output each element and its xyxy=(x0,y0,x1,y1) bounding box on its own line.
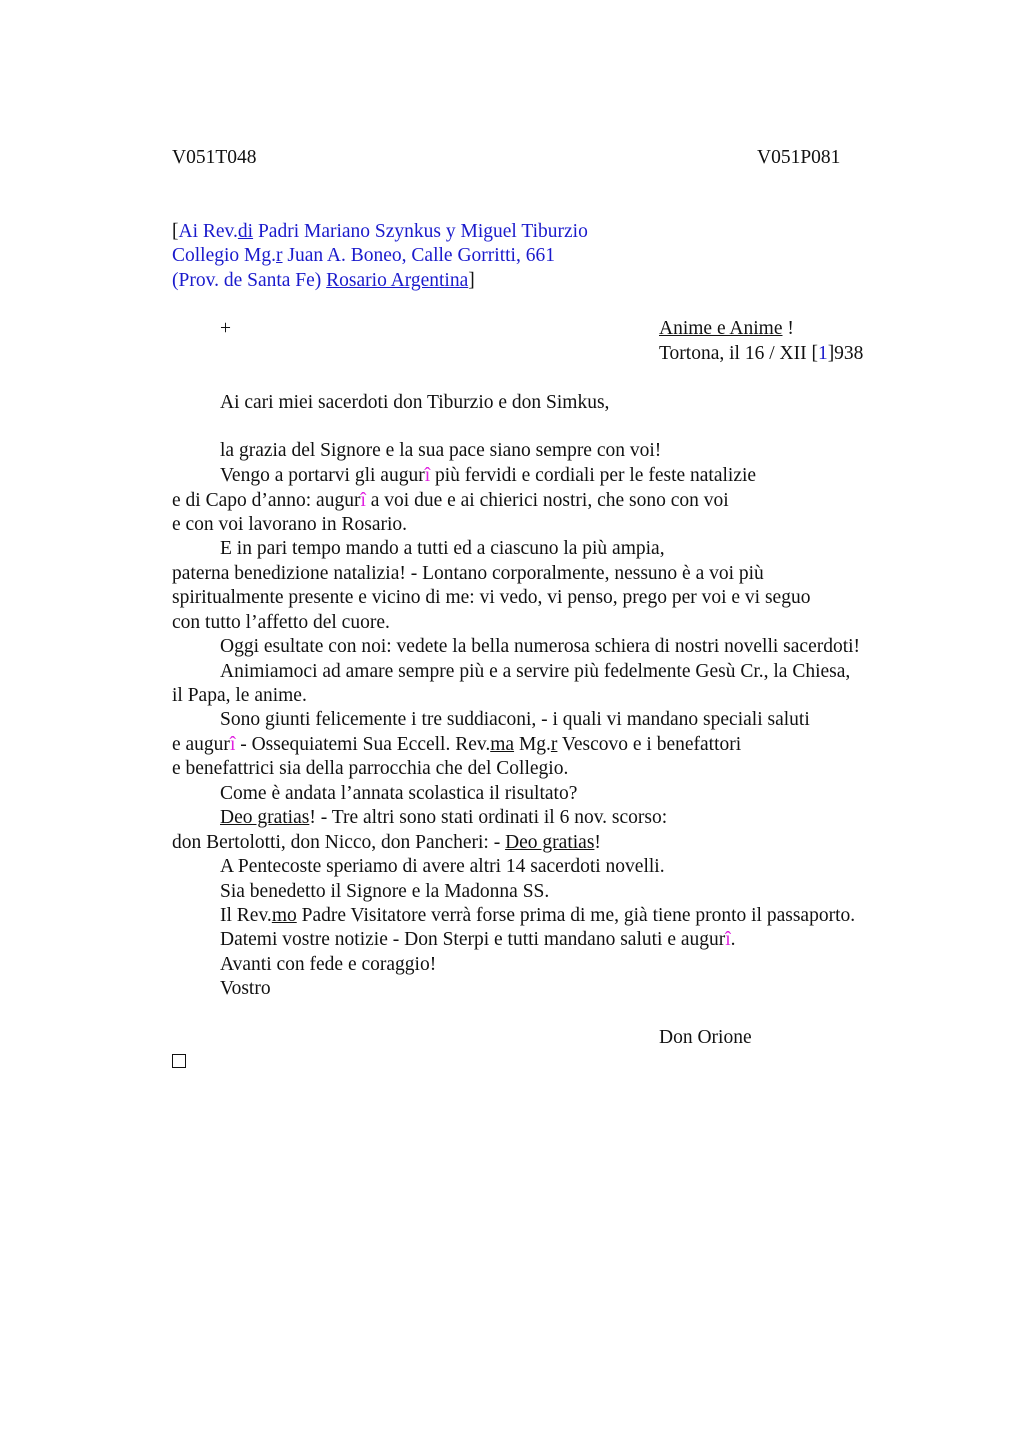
address-text: Ai Rev. xyxy=(178,221,238,242)
body-line xyxy=(220,904,855,928)
body-line: spiritualmente presente e vicino di me: vi vedo, vi penso, prego per voi e vi seguo xyxy=(172,587,811,608)
body-superscript: mo xyxy=(271,905,297,926)
address-text: Juan A. Boneo, Calle Gorritti, 661 xyxy=(282,245,555,266)
body-line: A Pentecoste speriamo di avere altri 14 sacerdoti novelli. xyxy=(220,856,665,877)
body-line xyxy=(172,489,729,513)
motto-text: Anime e Anime xyxy=(659,318,783,339)
body-text: Padre Visitatore verrà forse prima di me, già tiene pronto il passaporto. xyxy=(296,905,856,926)
address-text: (Prov. de Santa Fe) xyxy=(172,270,327,291)
body-line xyxy=(172,831,601,855)
body-line xyxy=(172,733,741,757)
body-line xyxy=(220,928,736,952)
body-text: . xyxy=(730,929,736,950)
address-city-underlined: Rosario Argentina xyxy=(326,270,469,291)
body-text: Datemi vostre notizie - Don Sterpi e tutti mandano saluti e augur xyxy=(220,929,726,950)
body-text: Mg. xyxy=(514,734,551,755)
address-text: Padri Mariano Szynkus y Miguel Tiburzio xyxy=(253,221,588,242)
body-line: Come è andata l’annata scolastica il risultato? xyxy=(220,783,578,804)
body-text: e di Capo d’anno: augur xyxy=(172,490,361,511)
body-text: - Ossequiatemi Sua Eccell. Rev. xyxy=(235,734,491,755)
body-line: Avanti con fede e coraggio! xyxy=(220,954,437,975)
address-line-3 xyxy=(172,269,475,293)
address-open-bracket: [ xyxy=(172,221,179,242)
body-circumflex: î xyxy=(229,734,236,755)
body-underlined: Deo gratias xyxy=(505,832,595,853)
motto xyxy=(659,317,794,341)
body-circumflex: î xyxy=(360,490,366,511)
body-text: e augur xyxy=(172,734,230,755)
date-text: Tortona, il 16 / XII [ xyxy=(659,343,818,364)
document-code-left: V051T048 xyxy=(172,147,257,168)
address-line-1 xyxy=(172,220,588,244)
body-line: e con voi lavorano in Rosario. xyxy=(172,514,408,535)
body-superscript: ma xyxy=(490,734,515,755)
address-superscript: di xyxy=(237,221,254,242)
address-text: Collegio Mg. xyxy=(172,245,277,266)
salutation: Ai cari miei sacerdoti don Tiburzio e don Simkus, xyxy=(220,392,610,413)
body-line: il Papa, le anime. xyxy=(172,685,307,706)
body-text: a voi due e ai chierici nostri, che sono con voi xyxy=(365,490,729,511)
body-text: più fervidi e cordiali per le feste natalizie xyxy=(430,465,757,486)
address-superscript: r xyxy=(276,245,283,266)
date-line xyxy=(659,342,863,366)
body-line: Animiamoci ad amare sempre più e a servire più fedelmente Gesù Cr., la Chiesa, xyxy=(220,661,851,682)
address-line-2 xyxy=(172,244,555,268)
cross-symbol: + xyxy=(220,318,231,339)
body-line: Sono giunti felicemente i tre suddiaconi, - i quali vi mandano speciali saluti xyxy=(220,709,810,730)
body-circumflex: î xyxy=(725,929,731,950)
body-line: con tutto l’affetto del cuore. xyxy=(172,612,390,633)
body-line: Sia benedetto il Signore e la Madonna SS. xyxy=(220,881,550,902)
address-close-bracket: ] xyxy=(468,270,475,291)
body-line: e benefattrici sia della parrocchia che del Collegio. xyxy=(172,758,569,779)
body-text: Vengo a portarvi gli augur xyxy=(220,465,425,486)
body-line: la grazia del Signore e la sua pace siano sempre con voi! xyxy=(220,440,662,461)
body-line: Vostro xyxy=(220,978,271,999)
body-circumflex: î xyxy=(424,465,431,486)
body-line xyxy=(220,464,756,488)
body-text: don Bertolotti, don Nicco, don Pancheri: - xyxy=(172,832,506,853)
date-text: ]938 xyxy=(827,343,864,364)
body-superscript: r xyxy=(550,734,558,755)
body-line xyxy=(220,806,667,830)
body-text: ! - Tre altri sono stati ordinati il 6 nov. scorso: xyxy=(309,807,668,828)
date-editorial-digit: 1 xyxy=(817,343,828,364)
body-text: Vescovo e i benefattori xyxy=(557,734,742,755)
body-line: E in pari tempo mando a tutti ed a ciascuno la più ampia, xyxy=(220,538,665,559)
motto-exclamation: ! xyxy=(782,318,794,339)
signature: Don Orione xyxy=(659,1027,752,1048)
body-text: Il Rev. xyxy=(220,905,272,926)
end-box-icon xyxy=(172,1054,186,1068)
body-line: paterna benedizione natalizia! - Lontano corporalmente, nessuno è a voi più xyxy=(172,563,764,584)
body-text: ! xyxy=(594,832,601,853)
body-underlined: Deo gratias xyxy=(220,807,310,828)
body-line: Oggi esultate con noi: vedete la bella numerosa schiera di nostri novelli sacerdoti! xyxy=(220,636,861,657)
document-code-right: V051P081 xyxy=(757,147,841,168)
